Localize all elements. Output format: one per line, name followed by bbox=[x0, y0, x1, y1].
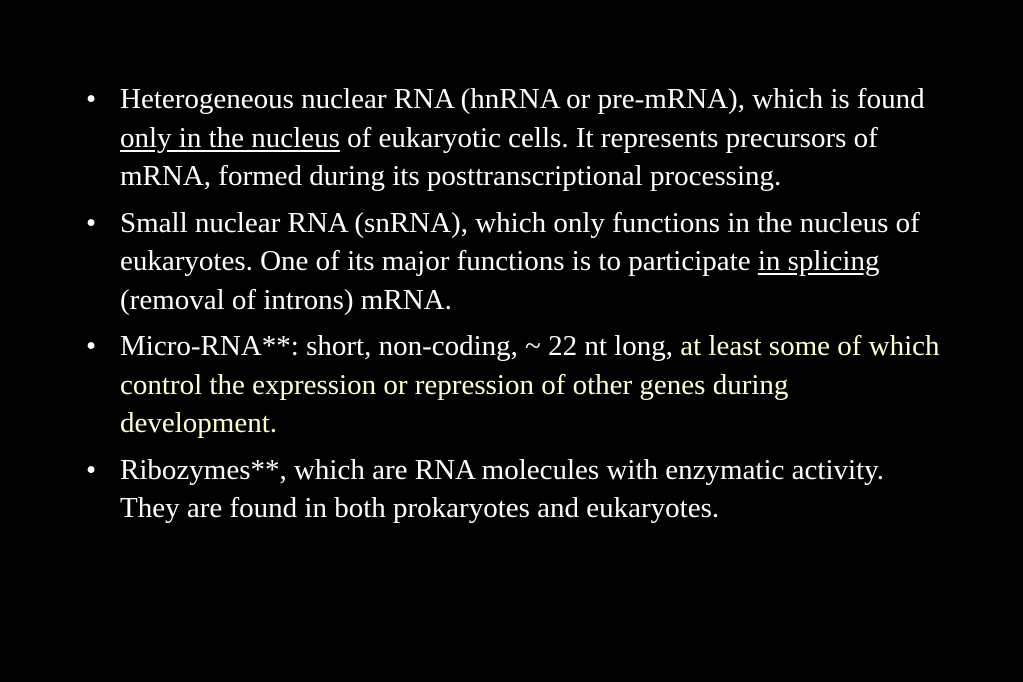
highlighted-phrase: at least some of which control the expression or repression of other genes during development. bbox=[120, 330, 940, 439]
bullet-text: (removal of introns) mRNA. bbox=[120, 283, 452, 316]
bullet-text: Micro-RNA**: short, non-coding, ~ 22 nt long, bbox=[120, 330, 681, 362]
bullet-text: Small nuclear RNA (snRNA), which only functions in the nucleus of eukaryotes. One of its major functions is to participate bbox=[120, 206, 920, 277]
bullet-marker: • bbox=[86, 206, 97, 239]
bullet-text: Heterogeneous nuclear RNA (hnRNA or pre-mRNA), which is found bbox=[120, 83, 925, 115]
bullet-snrna bbox=[86, 204, 946, 320]
underlined-phrase: in splicing bbox=[757, 245, 880, 277]
bullet-text: of eukaryotic cells. It represents precursors of mRNA, formed during its posttranscriptional processing. bbox=[120, 121, 878, 192]
bullet-marker: • bbox=[86, 83, 97, 115]
bullet-marker: • bbox=[86, 330, 97, 362]
bullet-marker: • bbox=[86, 453, 97, 486]
bullet-hnrna bbox=[86, 80, 946, 196]
underlined-phrase: only in the nucleus bbox=[120, 121, 340, 154]
bullet-list bbox=[86, 80, 946, 536]
bullet-microrna bbox=[86, 327, 946, 443]
bullet-ribozymes bbox=[86, 451, 946, 528]
bullet-text: Ribozymes**, which are RNA molecules with enzymatic activity. They are found in both prokaryotes and eukaryotes. bbox=[120, 453, 885, 524]
